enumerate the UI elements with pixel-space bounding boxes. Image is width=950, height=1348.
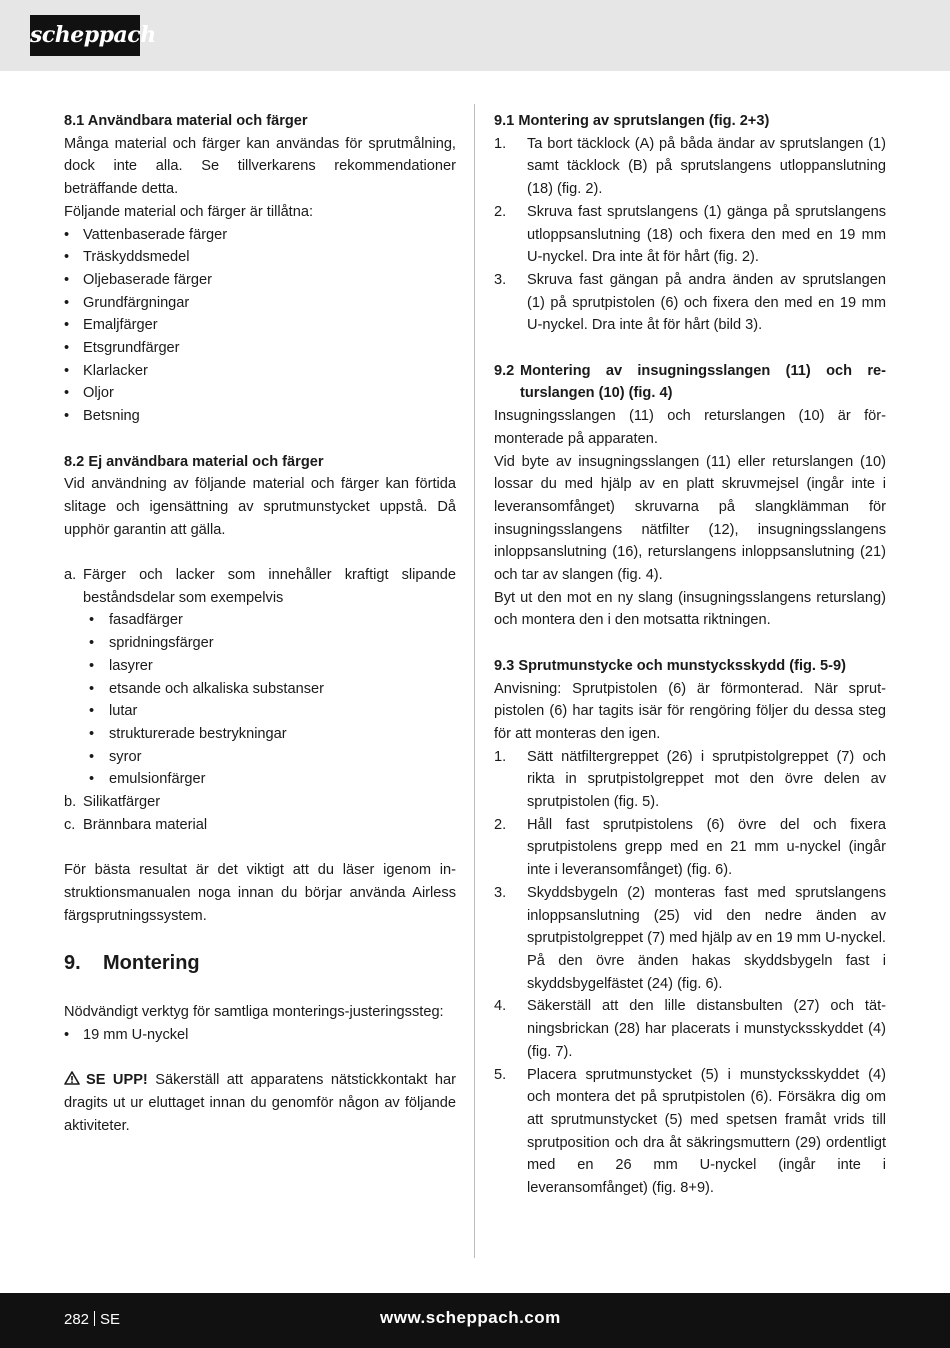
step-text: Ta bort täcklock (A) på båda ändar av sprutslangen (1) samt täcklock (B) på sprutslangens utloppanslutning (18) (fig. 2).	[527, 135, 886, 198]
allowed-materials-label: Följande material och färger är tillåtna:	[64, 203, 314, 220]
left-column	[64, 110, 456, 1137]
step-number: 3.	[494, 271, 507, 288]
section-9-3-heading: 9.3 Sprutmunstycke och munstycksskydd (fig. 5-9)	[494, 657, 846, 674]
section-8-2-heading: 8.2 Ej användbara material och färger	[64, 453, 324, 470]
step-item	[494, 746, 886, 814]
section-9-1-heading: 9.1 Montering av sprutslangen (fig. 2+3)	[494, 113, 770, 129]
step-item	[494, 995, 886, 1063]
step-number: 4.	[494, 998, 507, 1015]
section-9-2-paragraph-3: Byt ut den mot en ny slang (insugningsslangens returslang) och montera den i den motsatta riktningen.	[494, 589, 886, 629]
scheppach-logo: scheppach	[30, 15, 140, 56]
step-item	[494, 814, 886, 882]
step-text: Säkerställ att den lille distansbulten (27) och tätningsbrickan (28) har placerats i munstycksskyddet (4) (fig. 7).	[527, 998, 886, 1060]
section-9-number: 9.	[64, 952, 81, 975]
item-a-marker: a.	[64, 567, 77, 584]
allowed-materials-list	[64, 224, 456, 428]
list-item: • Oljor	[64, 382, 456, 405]
step-text: Skruva fast gängan på andra änden av sprutslangen (1) på sprutpistolen (6) och fixera den med en 19 mm U-nyckel. Dra inte åt för hårt (bild 3).	[527, 271, 886, 334]
step-item	[494, 269, 886, 337]
step-item	[494, 882, 886, 996]
list-item: • Vattenbaserade färger	[64, 224, 456, 247]
list-item: • fasadfärger	[64, 609, 456, 632]
footer-bar	[0, 1293, 950, 1348]
section-9-2-title: Montering av insugningsslangen (11) och returslangen (10) (fig. 4)	[520, 362, 886, 402]
step-number: 2.	[494, 816, 507, 833]
section-9-2-heading	[494, 360, 886, 405]
list-item: • Träskyddsmedel	[64, 246, 456, 269]
right-column	[494, 110, 886, 1200]
page-separator	[94, 1311, 95, 1326]
section-9-2-number: 9.2	[494, 362, 515, 379]
section-9-2-paragraph-1: Insugningsslangen (11) och returslangen (10) är förmonterade på apparaten.	[494, 408, 886, 447]
step-number: 5.	[494, 1066, 507, 1083]
list-item: • strukturerade bestrykningar	[64, 723, 456, 746]
list-item: • emulsionfärger	[64, 768, 456, 791]
list-item: • Etsgrundfärger	[64, 337, 456, 360]
website-url[interactable]: www.scheppach.com	[380, 1308, 561, 1327]
list-item: • lutar	[64, 700, 456, 723]
list-item: • Grundfärgningar	[64, 292, 456, 315]
list-item: • Betsning	[64, 405, 456, 428]
warning-label: SE UPP!	[86, 1072, 148, 1089]
section-9-3-note: Anvisning: Sprutpistolen (6) är förmonterad. När sprutpistolen (6) har tagits isär för rengöring följer du dessa steg för att monteras den igen.	[494, 680, 886, 742]
list-item: • lasyrer	[64, 655, 456, 678]
list-item: • spridningsfärger	[64, 632, 456, 655]
item-a-text: Färger och lacker som innehåller kraftigt slipande beståndsdelar som exempelvis	[83, 567, 456, 606]
step-number: 2.	[494, 203, 507, 220]
section-8-1-heading: 8.1 Användbara material och färger	[64, 113, 308, 129]
step-text: Sätt nätfiltergreppet (26) i sprutpistolgreppet (7) och rikta in sprutpistolgreppet mot den övre delen av sprutpistolen (fig. 5).	[527, 748, 886, 811]
step-number: 1.	[494, 135, 507, 152]
tools-paragraph: Nödvändigt verktyg för samtliga monterings-justeringssteg:	[64, 1004, 444, 1021]
language-code: SE	[100, 1311, 121, 1328]
header-bar	[0, 0, 950, 71]
section-9-2-paragraph-2: Vid byte av insugningsslangen (11) eller returslangen (10) lossar du med hjälp av en platt skruvmejsel (ingår inte i leveransomfånget) skruvarna på slangklämman för insugningsslangens nätfilter (12), insugningsslangens inloppsanslutning (16), returslangens inloppsanslutning (21) och tar av slangen (fig. 4).	[494, 453, 886, 584]
step-number: 1.	[494, 748, 507, 765]
item-b	[64, 791, 456, 814]
item-c-marker: c.	[64, 816, 76, 833]
section-9-1-steps	[494, 133, 886, 337]
step-item	[494, 133, 886, 201]
list-item: • Emaljfärger	[64, 314, 456, 337]
page-number: 282	[64, 1311, 90, 1328]
item-c	[64, 814, 456, 837]
abrasive-paints-list	[64, 609, 456, 791]
item-b-text: Silikatfärger	[83, 794, 161, 811]
list-item: • Oljebaserade färger	[64, 269, 456, 292]
section-8-2-intro: Vid användning av följande material och färger kan förtida slitage och igensättning av sprutmunstycket uppstå. Då upphör garantin att gälla.	[64, 476, 456, 538]
step-text: Skyddsbygeln (2) monteras fast med sprutslangens inloppsanslutning (25) vid den nedre änden av sprutpistolgreppet (7) med hjälp av en 19 mm U-nyckel. På den övre änden hakas skyddsbygeln fast i skyddsbygelfästet (24) (fig. 6).	[527, 884, 886, 992]
warning-text: Säkerställ att apparatens nätstickkontakt har dragits ut ur eluttaget innan du genomför någon av följande aktiviteter.	[64, 1072, 456, 1134]
section-9-3-steps	[494, 746, 886, 1200]
section-9-heading	[64, 949, 456, 977]
best-results-paragraph: För bästa resultat är det viktigt att du läser igenom instruktionsmanualen noga innan du börjar använda Airless färgsprutningssystem.	[64, 862, 456, 924]
section-9-title: Montering	[103, 952, 200, 975]
step-number: 3.	[494, 884, 507, 901]
step-item	[494, 1064, 886, 1200]
step-item	[494, 201, 886, 269]
warning-paragraph	[64, 1069, 456, 1137]
list-item: • Klarlacker	[64, 360, 456, 383]
list-item: • 19 mm U-nyckel	[64, 1024, 456, 1047]
list-item: • syror	[64, 746, 456, 769]
warning-triangle-icon	[64, 1071, 80, 1085]
step-text: Skruva fast sprutslangens (1) gänga på sprutslangens utloppsanslutning (18) och fixera den med en 19 mm U-nyckel. Dra inte åt för hårt (fig. 2).	[527, 203, 886, 266]
page-indicator	[64, 1309, 120, 1331]
list-item: • etsande och alkaliska substanser	[64, 678, 456, 701]
tools-list	[64, 1024, 456, 1047]
item-a	[64, 564, 456, 609]
column-divider	[474, 104, 475, 1258]
step-text: Placera sprutmunstycket (5) i munstycksskyddet (4) och montera det på sprutpistolen (6). Försäkra dig om att sprutmunstycket (5) med spetsen framåt vrids till sprutposition och dra åt säkringsmuttern (29) ordentligt med en 26 mm U-nyckel (ingår inte i leveransomfånget) (fig. 8+9).	[527, 1066, 886, 1197]
step-text: Håll fast sprutpistolens (6) övre del och fixera sprutpistolens grepp med en 21 mm u-nyckel (ingår inte i leveransomfånget) (fig. 6).	[527, 816, 886, 879]
item-b-marker: b.	[64, 794, 77, 811]
section-8-1-intro: Många material och färger kan användas för sprutmålning, dock inte alla. Se tillverkarens rekommendationer beträffande detta.	[64, 135, 456, 198]
item-c-text: Brännbara material	[83, 816, 208, 833]
